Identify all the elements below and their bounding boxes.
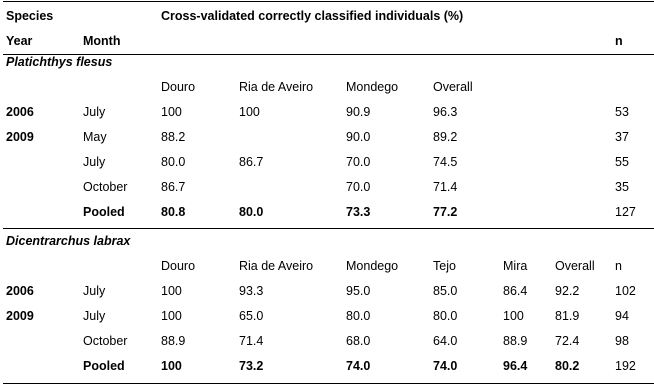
- table-row: [0, 125, 654, 150]
- value-cell: 70.0: [346, 180, 371, 194]
- year-cell: 2006: [6, 284, 34, 298]
- pooled-row: [0, 354, 654, 379]
- site-header-row: [0, 254, 654, 279]
- value-cell: 80.0: [239, 205, 264, 219]
- value-cell: 72.4: [555, 334, 580, 348]
- n-cell: 55: [615, 155, 629, 169]
- table-row: [0, 329, 654, 354]
- site-label: Mondego: [346, 259, 399, 273]
- month-cell: May: [83, 130, 107, 144]
- year-cell: 2006: [6, 105, 34, 119]
- n-cell: 98: [615, 334, 629, 348]
- month-cell: July: [83, 284, 106, 298]
- species-name: Platichthys flesus: [6, 55, 113, 69]
- value-cell: 73.2: [239, 359, 264, 373]
- value-cell: 88.9: [161, 334, 186, 348]
- value-cell: 80.2: [555, 359, 580, 373]
- value-cell: 100: [161, 359, 182, 373]
- table-row: [0, 304, 654, 329]
- value-cell: 65.0: [239, 309, 264, 323]
- table-row: [0, 150, 654, 175]
- value-cell: 71.4: [433, 180, 458, 194]
- site-label: Douro: [161, 80, 196, 94]
- n-label: n: [615, 259, 622, 273]
- value-cell: 90.9: [346, 105, 371, 119]
- month-cell: July: [83, 105, 106, 119]
- month-cell: July: [83, 155, 106, 169]
- value-cell: 80.0: [161, 155, 186, 169]
- value-cell: 93.3: [239, 284, 264, 298]
- value-cell: 96.4: [503, 359, 528, 373]
- header-row-1: [0, 4, 654, 29]
- value-cell: 70.0: [346, 155, 371, 169]
- value-cell: 100: [239, 105, 260, 119]
- species-name: Dicentrarchus labrax: [6, 234, 131, 248]
- value-cell: 71.4: [239, 334, 264, 348]
- n-cell: 53: [615, 105, 629, 119]
- value-cell: 80.0: [346, 309, 371, 323]
- month-cell: July: [83, 309, 106, 323]
- value-cell: 86.7: [161, 180, 186, 194]
- year-header: Year: [6, 34, 33, 48]
- month-cell: Pooled: [83, 205, 125, 219]
- site-label: Douro: [161, 259, 196, 273]
- month-cell: October: [83, 334, 128, 348]
- value-cell: 90.0: [346, 130, 371, 144]
- value-cell: 92.2: [555, 284, 580, 298]
- value-cell: 85.0: [433, 284, 458, 298]
- site-label: Ria de Aveiro: [239, 80, 314, 94]
- species-header: Species: [6, 9, 54, 23]
- year-cell: 2009: [6, 309, 34, 323]
- site-label: Mondego: [346, 80, 399, 94]
- n-cell: 192: [615, 359, 636, 373]
- year-cell: 2009: [6, 130, 34, 144]
- value-cell: 74.0: [433, 359, 458, 373]
- table-title: Cross-validated correctly classified individuals (%): [161, 9, 464, 23]
- value-cell: 95.0: [346, 284, 371, 298]
- value-cell: 100: [161, 105, 182, 119]
- site-label: Overall: [555, 259, 595, 273]
- n-header: n: [615, 34, 623, 48]
- value-cell: 88.9: [503, 334, 528, 348]
- species-row: [0, 50, 654, 75]
- value-cell: 88.2: [161, 130, 186, 144]
- n-cell: 35: [615, 180, 629, 194]
- site-label: Tejo: [433, 259, 456, 273]
- value-cell: 96.3: [433, 105, 458, 119]
- pooled-row: [0, 200, 654, 225]
- value-cell: 86.7: [239, 155, 264, 169]
- top-rule: [3, 1, 654, 2]
- value-cell: 81.9: [555, 309, 580, 323]
- value-cell: 68.0: [346, 334, 371, 348]
- value-cell: 86.4: [503, 284, 528, 298]
- value-cell: 100: [503, 309, 524, 323]
- n-cell: 37: [615, 130, 629, 144]
- n-cell: 102: [615, 284, 636, 298]
- site-label: Overall: [433, 80, 473, 94]
- site-header-row: [0, 75, 654, 100]
- site-label: Ria de Aveiro: [239, 259, 314, 273]
- table-row: [0, 175, 654, 200]
- species-row: [0, 229, 654, 254]
- n-cell: 94: [615, 309, 629, 323]
- value-cell: 74.5: [433, 155, 458, 169]
- value-cell: 64.0: [433, 334, 458, 348]
- n-cell: 127: [615, 205, 636, 219]
- value-cell: 100: [161, 309, 182, 323]
- value-cell: 77.2: [433, 205, 458, 219]
- value-cell: 80.8: [161, 205, 186, 219]
- month-header: Month: [83, 34, 121, 48]
- table-row: [0, 279, 654, 304]
- value-cell: 74.0: [346, 359, 371, 373]
- value-cell: 100: [161, 284, 182, 298]
- month-cell: Pooled: [83, 359, 125, 373]
- site-label: Mira: [503, 259, 528, 273]
- bottom-rule: [3, 383, 654, 384]
- value-cell: 73.3: [346, 205, 371, 219]
- table-row: [0, 100, 654, 125]
- month-cell: October: [83, 180, 128, 194]
- value-cell: 89.2: [433, 130, 458, 144]
- value-cell: 80.0: [433, 309, 458, 323]
